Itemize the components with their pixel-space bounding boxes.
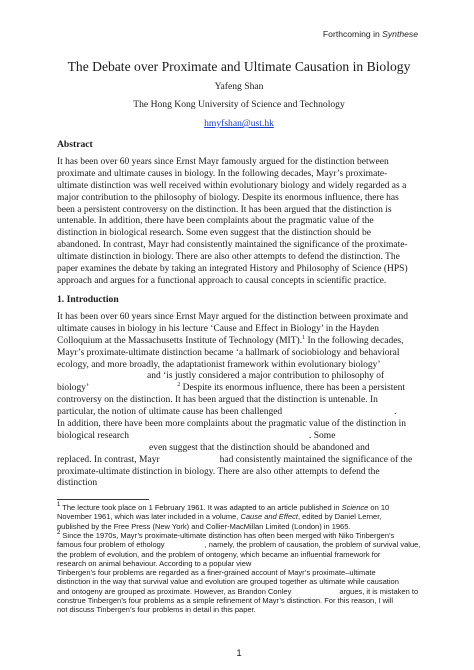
- intro-line: distinction: [57, 478, 98, 489]
- intro-line: In addition, there have been more complaints about the pragmatic value of the distinction in: [57, 419, 407, 430]
- intro-text: Colloquium at the Massachusetts Institute of Technology (MIT).: [57, 335, 303, 346]
- journal-name: Synthese: [382, 29, 418, 39]
- author-affiliation: The Hong Kong University of Science and Technology: [133, 99, 345, 110]
- intro-line: [57, 383, 421, 395]
- intro-text: biology’: [57, 383, 90, 394]
- intro-text: and ‘is justly considered a major contribution to philosophy of: [147, 371, 385, 382]
- introduction-heading: 1. Introduction: [57, 294, 119, 305]
- intro-line: [57, 371, 421, 383]
- email-link[interactable]: hmyfshan@ust.hk: [204, 118, 274, 129]
- footnote-text: The lecture took place on 1 February 1961. It was adapted to an article published in: [60, 503, 342, 512]
- footnote-line: Tinbergen’s four problems are regarded as a finer-grained account of Mayr’s proximate–ultimate: [57, 568, 376, 578]
- intro-line: [57, 407, 421, 419]
- author-email: [57, 118, 421, 129]
- intro-line: [57, 431, 421, 443]
- footnote-marker-1: 1: [57, 502, 61, 508]
- intro-line: [57, 443, 421, 455]
- footnote-2: [57, 531, 421, 615]
- abstract-line: abandoned. In contrast, Mayr had consistently maintained the significance of the proximate-: [57, 240, 408, 251]
- footnote-text: , namely, the problem of causation, the problem of survival value,: [204, 540, 421, 550]
- publication-note: [323, 29, 418, 39]
- intro-text: even suggest that the distinction should be abandoned and: [149, 442, 370, 453]
- author-name: Yafeng Shan: [214, 81, 264, 92]
- abstract-body: [57, 157, 421, 288]
- footnote-ref-1[interactable]: 1: [302, 334, 306, 341]
- footnote-text-italic: Science: [341, 503, 369, 512]
- abstract-line: major contribution to the philosophy of biology. Despite its enormous influence, there has: [57, 192, 399, 203]
- footnote-line: [57, 503, 421, 512]
- footnote-line: [57, 512, 421, 521]
- abstract-line: distinction in biological research. Some even suggest that the distinction should be: [57, 228, 371, 239]
- intro-text: biological research: [57, 430, 130, 441]
- footnote-text: November 1961, which was later included in a volume,: [57, 512, 241, 522]
- intro-line: ultimate causes in biology in his lecture ‘Cause and Effect in Biology’ in the Hayden: [57, 323, 380, 334]
- footnote-line: [57, 531, 421, 540]
- abstract-line: approach and argues for a functional approach to causal concepts in scientific practice.: [57, 275, 387, 286]
- footnote-line: the problem of evolution, and the problem of ontogeny, which became an influential framework for: [57, 549, 381, 559]
- abstract-line: ultimate distinction was well received within evolutionary biology and widely regarded as a: [57, 180, 407, 191]
- page-number: 1: [236, 648, 242, 659]
- intro-text: In the following decades,: [305, 335, 404, 346]
- footnote-line: [57, 587, 421, 596]
- intro-line: ecology, and more broadly, the adaptationist framework within evolutionary biology’: [57, 359, 381, 370]
- intro-text: particular, the notion of ultimate cause has been challenged: [57, 407, 283, 418]
- footnote-text: Since the 1970s, Mayr’s proximate-ultimate distinction has often been merged with Niko Tinbergen’s: [60, 531, 395, 540]
- intro-text: . Some: [309, 430, 336, 441]
- footnote-text: , edited by Daniel Lerner,: [297, 512, 382, 522]
- intro-text: Despite its enormous influence, there has been a persistent: [180, 383, 405, 394]
- footnote-line: distinction in the way that survival value and evolution are grouped together as ultimate while causation: [57, 577, 399, 587]
- footnote-marker-2: 2: [57, 530, 61, 536]
- footnote-text: on 10: [368, 503, 390, 512]
- footnote-line: [57, 540, 421, 549]
- abstract-line: been a persistent controversy on the distinction. It has been argued that the distinction is: [57, 204, 392, 215]
- abstract-heading: Abstract: [57, 139, 93, 150]
- footnote-ref-2[interactable]: 2: [177, 382, 181, 389]
- intro-line: controversy on the distinction. It has been argued that the distinction is untenable. In: [57, 395, 378, 406]
- footnote-text: and ontogeny are grouped as proximate. However, as Brandon Conley: [57, 586, 292, 596]
- intro-text: had consistently maintained the significance of the: [219, 454, 413, 465]
- abstract-line: ultimate distinction in biology. There are also other attempts to defend the distinction. The: [57, 252, 400, 263]
- footnote-line: published by the Free Press (New York) and Collier-MacMillan Limited (London) in 1965.: [57, 521, 351, 531]
- paper-title: The Debate over Proximate and Ultimate Causation in Biology: [67, 59, 411, 74]
- footnote-text: famous four problem of ethology: [57, 540, 165, 550]
- footnote-separator: [57, 499, 149, 500]
- publication-note-prefix: Forthcoming in: [322, 29, 383, 39]
- abstract-line: proximate and ultimate causes in biology. In the following decades, Mayr’s proximate-: [57, 168, 388, 179]
- abstract-line: paper examines the debate by taking an integrated History and Philosophy of Science (HPS): [57, 264, 408, 275]
- footnote-line: not discuss Tinbergen’s four problems in detail in this paper.: [57, 605, 256, 615]
- abstract-line: It has been over 60 years since Ernst Mayr famously argued for the distinction between: [57, 157, 389, 167]
- intro-text: .: [394, 407, 397, 418]
- intro-line: Mayr’s proximate-ultimate distinction became ‘a hallmark of sociobiology and behavioral: [57, 347, 400, 358]
- intro-text: replaced. In contrast, Mayr: [57, 454, 160, 465]
- footnote-1: [57, 503, 421, 531]
- intro-line: [57, 336, 421, 348]
- footnote-line: research on animal behaviour. According to a popular view: [57, 558, 252, 568]
- footnote-line: construe Tinbergen’s four problems as a simple refinement of Mayr’s distinction. For this reason, I will: [57, 596, 393, 606]
- footnote-text: argues, it is mistaken to: [339, 586, 419, 596]
- intro-line: proximate-ultimate distinction in biology. There are also other attempts to defend the: [57, 466, 380, 477]
- abstract-line: untenable. In addition, there have been complaints about the pragmatic value of the: [57, 216, 374, 227]
- introduction-body: [57, 312, 421, 490]
- intro-line: It has been over 60 years since Ernst Mayr argued for the distinction between proximate and: [57, 312, 408, 322]
- footnote-text-italic: Cause and Effect: [240, 512, 298, 522]
- intro-line: [57, 455, 421, 467]
